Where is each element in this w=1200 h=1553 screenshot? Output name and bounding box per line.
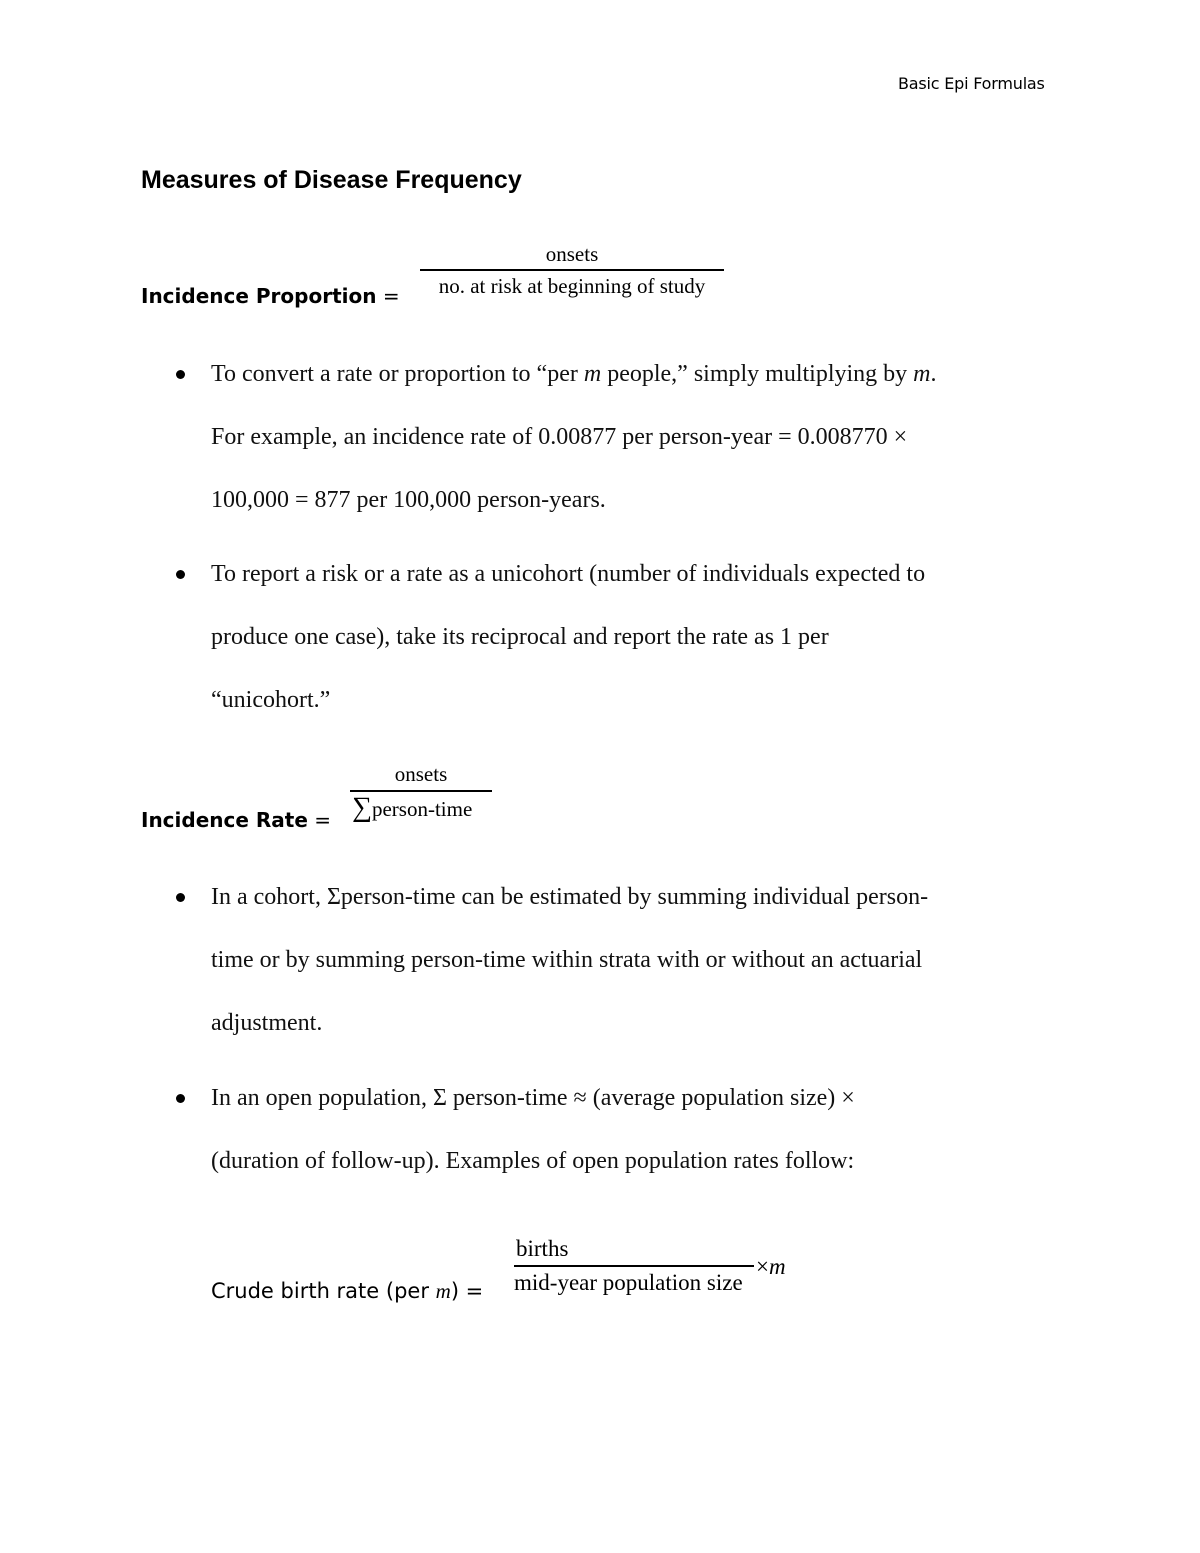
incidence-rate-denominator: ∑person-time (352, 792, 473, 823)
bullet-line: produce one case), take its reciprocal and report the rate as 1 per (211, 624, 829, 650)
bullet-line: time or by summing person-time within strata with or without an actuarial (211, 947, 923, 973)
incidence-proportion-fraction-bar (420, 269, 724, 271)
bullet-line: To report a risk or a rate as a unicohort (number of individuals expected to (211, 561, 926, 587)
crude-birth-rate-fraction-bar (514, 1265, 754, 1267)
bullet-line: 100,000 = 877 per 100,000 person-years. (211, 487, 606, 513)
bullet-line: For example, an incidence rate of 0.00877 per person-year = 0.008770 × (211, 424, 908, 450)
incidence-proportion-label (141, 284, 400, 308)
section-title: Measures of Disease Frequency (141, 166, 522, 194)
bullet-open-population (211, 1067, 855, 1193)
bullet-icon (176, 1094, 185, 1103)
times-icon: × (756, 1254, 769, 1279)
bullet-line: To convert a rate or proportion to “per m people,” simply multiplying by m. (211, 361, 937, 387)
incidence-rate-label (141, 808, 331, 832)
incidence-rate-term: Incidence Rate (141, 808, 308, 832)
bullet-per-m-conversion (211, 343, 937, 532)
bullet-icon (176, 893, 185, 902)
incidence-proportion-denominator: no. at risk at beginning of study (438, 274, 706, 298)
bullet-icon (176, 570, 185, 579)
bullet-line: (duration of follow-up). Examples of open population rates follow: (211, 1148, 855, 1174)
crude-birth-rate-numerator: births (516, 1236, 569, 1261)
crude-birth-rate-label: Crude birth rate (per m) = (211, 1279, 484, 1303)
bullet-line: adjustment. (211, 1010, 323, 1036)
incidence-rate-equals: = (314, 808, 332, 832)
crude-birth-rate-denominator: mid-year population size (514, 1270, 743, 1295)
crude-birth-rate-multiplier: ×m (756, 1254, 786, 1279)
incidence-rate-numerator: onsets (394, 762, 448, 786)
bullet-line: In an open population, Σ person-time ≈ (average population size) × (211, 1085, 855, 1111)
bullet-cohort-person-time (211, 866, 928, 1055)
incidence-proportion-numerator: onsets (545, 242, 599, 266)
incidence-proportion-equals: = (382, 284, 400, 308)
bullet-line: In a cohort, Σperson-time can be estimated by summing individual person- (211, 884, 929, 910)
running-header: Basic Epi Formulas (898, 74, 1045, 93)
bullet-unicohort (211, 543, 925, 732)
summation-icon: ∑ (352, 792, 372, 823)
bullet-line: “unicohort.” (211, 687, 331, 713)
incidence-proportion-term: Incidence Proportion (141, 284, 377, 308)
bullet-icon (176, 370, 185, 379)
